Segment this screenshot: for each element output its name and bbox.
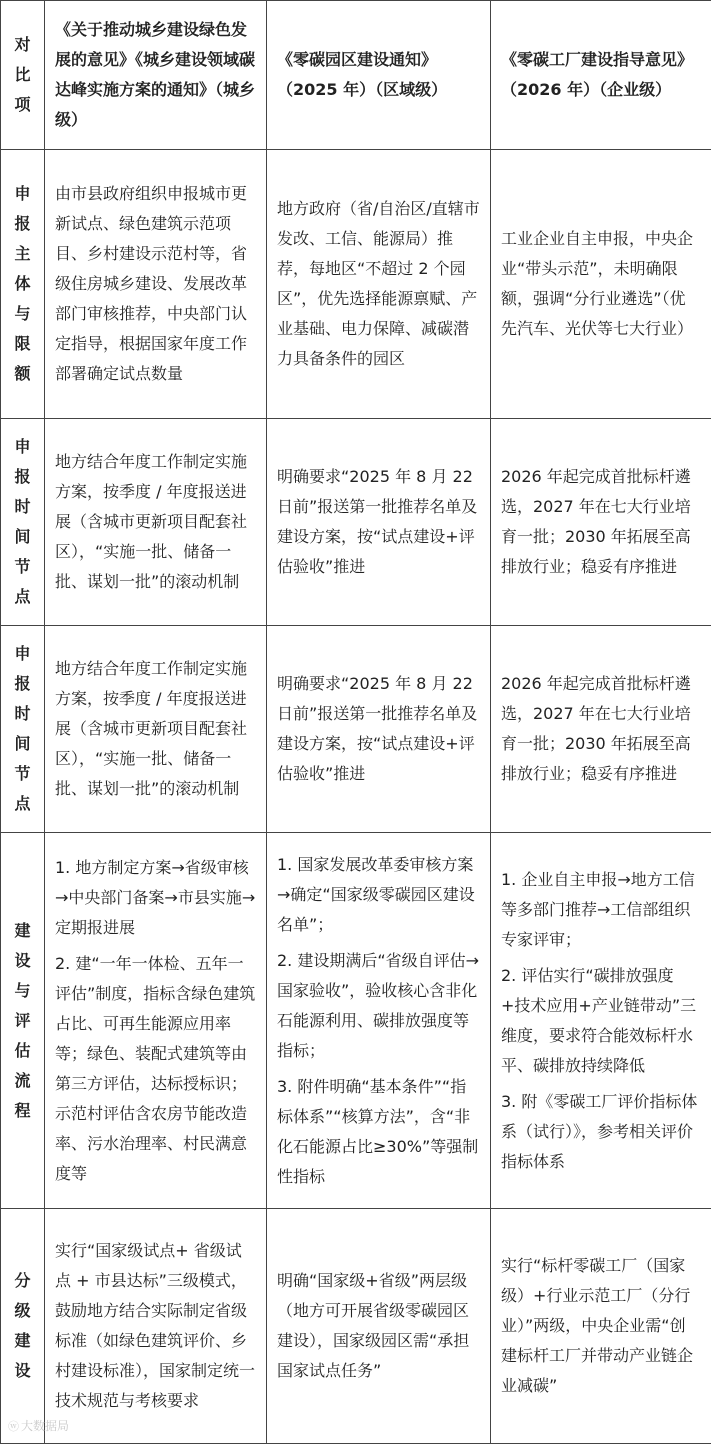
header-col3: 《零碳工厂建设指导意见》（2026 年）（企业级）	[491, 1, 711, 150]
row-label: 申 报 时 间 节 点	[1, 626, 45, 833]
cell-col3	[491, 833, 711, 1209]
cell-paragraph: 明确要求“2025 年 8 月 22 日前”报送第一批推荐名单及建设方案，按“试点建设+评估验收”推进	[277, 669, 480, 789]
cell-col2	[267, 626, 491, 833]
cell-col1	[45, 833, 267, 1209]
cell-col2	[267, 419, 491, 626]
row-timeline	[1, 419, 711, 626]
cell-paragraph: 由市县政府组织申报城市更新试点、绿色建筑示范项目、乡村建设示范村等，省级住房城乡建设、发展改革部门审核推荐，中央部门认定指导，根据国家年度工作部署确定试点数量	[55, 179, 256, 389]
cell-paragraph: 2. 评估实行“碳排放强度+技术应用+产业链带动”三维度，要求符合能效标杆水平、碳排放持续降低	[501, 961, 701, 1081]
cell-paragraph: 1. 地方制定方案→省级审核→中央部门备案→市县实施→定期报进展	[55, 853, 256, 943]
row-process	[1, 833, 711, 1209]
cell-col1	[45, 626, 267, 833]
header-row	[1, 1, 711, 150]
cell-paragraph: 3. 附件明确“基本条件”“指标体系”“核算方法”，含“非化石能源占比≥30%”等强制性指标	[277, 1072, 480, 1192]
weibo-logo-icon: ⓦ	[8, 1420, 19, 1433]
cell-paragraph: 地方结合年度工作制定实施方案，按季度 / 年度报送进展（含城市更新项目配套社区），“实施一批、储备一批、谋划一批”的滚动机制	[55, 447, 256, 597]
cell-col2	[267, 1209, 491, 1444]
cell-col3	[491, 1209, 711, 1444]
cell-paragraph: 2026 年起完成首批标杆遴选，2027 年在七大行业培育一批；2030 年拓展至高排放行业；稳妥有序推进	[501, 462, 701, 582]
header-col2: 《零碳园区建设通知》（2025 年）（区域级）	[267, 1, 491, 150]
row-tiers	[1, 1209, 711, 1444]
cell-paragraph: 明确“国家级+省级”两层级（地方可开展省级零碳园区建设），国家级园区需“承担国家试点任务”	[277, 1266, 480, 1386]
cell-paragraph: 2. 建设期满后“省级自评估→国家验收”，验收核心含非化石能源利用、碳排放强度等指标；	[277, 946, 480, 1066]
cell-paragraph: 1. 国家发展改革委审核方案→确定“国家级零碳园区建设名单”；	[277, 850, 480, 940]
cell-col2	[267, 150, 491, 419]
row-label: 建 设 与 评 估 流 程	[1, 833, 45, 1209]
cell-paragraph: 2. 建“一年一体检、五年一评估”制度，指标含绿色建筑占比、可再生能源应用率等；绿色、装配式建筑等由第三方评估，达标授标识；示范村评估含农房节能改造率、污水治理率、村民满意度等	[55, 949, 256, 1189]
row-timeline-repeat	[1, 626, 711, 833]
row-label: 申 报 时 间 节 点	[1, 419, 45, 626]
cell-paragraph: 实行“国家级试点+ 省级试点 + 市县达标”三级模式，鼓励地方结合实际制定省级标准（如绿色建筑评价、乡村建设标准），国家制定统一技术规范与考核要求	[55, 1236, 256, 1416]
cell-col1	[45, 419, 267, 626]
header-col1: 《关于推动城乡建设绿色发展的意见》《城乡建设领域碳达峰实施方案的通知》（城乡级）	[45, 1, 267, 150]
cell-col1	[45, 150, 267, 419]
cell-col3	[491, 150, 711, 419]
cell-paragraph: 地方政府（省/自治区/直辖市发改、工信、能源局）推荐，每地区“不超过 2 个园区”，优先选择能源禀赋、产业基础、电力保障、减碳潜力具备条件的园区	[277, 194, 480, 374]
cell-paragraph: 明确要求“2025 年 8 月 22 日前”报送第一批推荐名单及建设方案，按“试点建设+评估验收”推进	[277, 462, 480, 582]
row-applicant-quota	[1, 150, 711, 419]
cell-col3	[491, 419, 711, 626]
cell-paragraph: 2026 年起完成首批标杆遴选，2027 年在七大行业培育一批；2030 年拓展至高排放行业；稳妥有序推进	[501, 669, 701, 789]
cell-paragraph: 工业企业自主申报，中央企业“带头示范”，未明确限额，强调“分行业遴选”（优先汽车、光伏等七大行业）	[501, 224, 701, 344]
cell-paragraph: 地方结合年度工作制定实施方案，按季度 / 年度报送进展（含城市更新项目配套社区），“实施一批、储备一批、谋划一批”的滚动机制	[55, 654, 256, 804]
watermark: ⓦ 大数据局	[8, 1418, 69, 1435]
cell-col1	[45, 1209, 267, 1444]
cell-paragraph: 3. 附《零碳工厂评价指标体系（试行）》，参考相关评价指标体系	[501, 1087, 701, 1177]
cell-paragraph: 1. 企业自主申报→地方工信等多部门推荐→工信部组织专家评审；	[501, 865, 701, 955]
cell-paragraph: 实行“标杆零碳工厂（国家级）+行业示范工厂（分行业）”两级，中央企业需“创建标杆工厂并带动产业链企业减碳”	[501, 1251, 701, 1401]
cell-col2	[267, 833, 491, 1209]
row-label: 申 报 主 体 与 限 额	[1, 150, 45, 419]
row-label: 分 级 建 设	[1, 1209, 45, 1444]
header-label: 对 比 项	[1, 1, 45, 150]
cell-col3	[491, 626, 711, 833]
